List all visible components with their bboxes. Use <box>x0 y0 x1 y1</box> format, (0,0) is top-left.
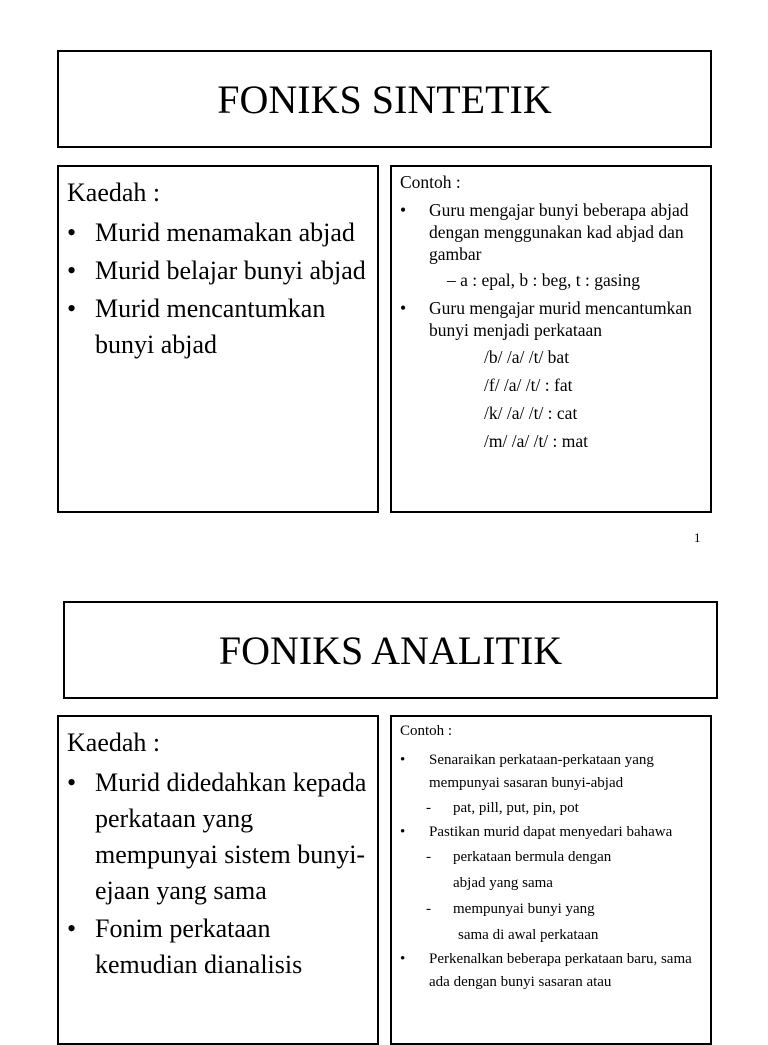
list-item: • Murid didedahkan kepada perkataan yang mempunyai sistem bunyi-ejaan yang sama <box>67 765 369 909</box>
slide2-title: FONIKS ANALITIK <box>218 627 563 673</box>
bullet: • <box>67 294 77 323</box>
sub-item-cont: abjad yang sama <box>453 875 553 891</box>
slide2-kaedah-box <box>57 715 379 1045</box>
slide1-title: FONIKS SINTETIK <box>217 76 552 122</box>
slide2-contoh-box <box>390 715 712 1045</box>
bullet: • <box>400 298 407 318</box>
list-item: • Murid belajar bunyi abjad <box>67 253 369 289</box>
sub-item: - mempunyai bunyi yang <box>400 896 702 922</box>
example-item: /f/ /a/ /t/ : fat <box>484 375 573 395</box>
list-item: • Murid menamakan abjad <box>67 215 369 251</box>
example-item: /m/ /a/ /t/ : mat <box>484 431 589 451</box>
slide1-kaedah-list <box>67 215 369 363</box>
dash: - <box>426 901 431 917</box>
slide2-kaedah-heading: Kaedah : <box>67 728 161 757</box>
example-item: /k/ /a/ /t/ : cat <box>484 403 578 423</box>
slide1-contoh-box <box>390 165 712 513</box>
dash: - <box>426 849 431 865</box>
slide1-example-list <box>400 343 702 455</box>
sub-item: - pat, pill, put, pin, pot <box>400 795 702 821</box>
bullet: • <box>67 256 77 285</box>
page-number: 1 <box>694 530 701 545</box>
list-item: • Guru mengajar murid mencantumkan bunyi menjadi perkataan <box>400 298 692 340</box>
bullet: • <box>400 200 407 220</box>
bullet: • <box>400 951 406 967</box>
slide1-contoh-sub: – a : epal, b : beg, t : gasing <box>447 270 640 290</box>
list-item: • Fonim perkataan kemudian dianalisis <box>67 911 369 983</box>
slide2-title-box <box>63 601 718 699</box>
slide1-contoh-heading: Contoh : <box>400 172 461 192</box>
list-item: • Perkenalkan beberapa perkataan baru, sama ada dengan bunyi sasaran atau <box>400 948 702 994</box>
bullet: • <box>67 768 77 797</box>
dash: - <box>426 800 431 816</box>
list-item: • Pastikan murid dapat menyedari bahawa <box>400 821 702 844</box>
list-item: • Murid mencantumkan bunyi abjad <box>67 291 369 363</box>
bullet: • <box>67 218 77 247</box>
sub-item: - perkataan bermula dengan <box>400 844 702 870</box>
sub-item-cont: sama di awal perkataan <box>458 927 599 943</box>
bullet: • <box>400 752 406 768</box>
slide1-kaedah-heading: Kaedah : <box>67 178 161 207</box>
slide1-title-box <box>57 50 712 148</box>
slide2-kaedah-list <box>67 765 369 983</box>
slide1-kaedah-box <box>57 165 379 513</box>
slide2-contoh-heading: Contoh : <box>400 723 453 739</box>
example-item: /b/ /a/ /t/ bat <box>484 347 570 367</box>
bullet: • <box>400 824 406 840</box>
bullet: • <box>67 914 77 943</box>
list-item: • Guru mengajar bunyi beberapa abjad dengan menggunakan kad abjad dan gambar <box>400 200 689 264</box>
list-item: • Senaraikan perkataan-perkataan yang mempunyai sasaran bunyi-abjad <box>400 749 702 795</box>
